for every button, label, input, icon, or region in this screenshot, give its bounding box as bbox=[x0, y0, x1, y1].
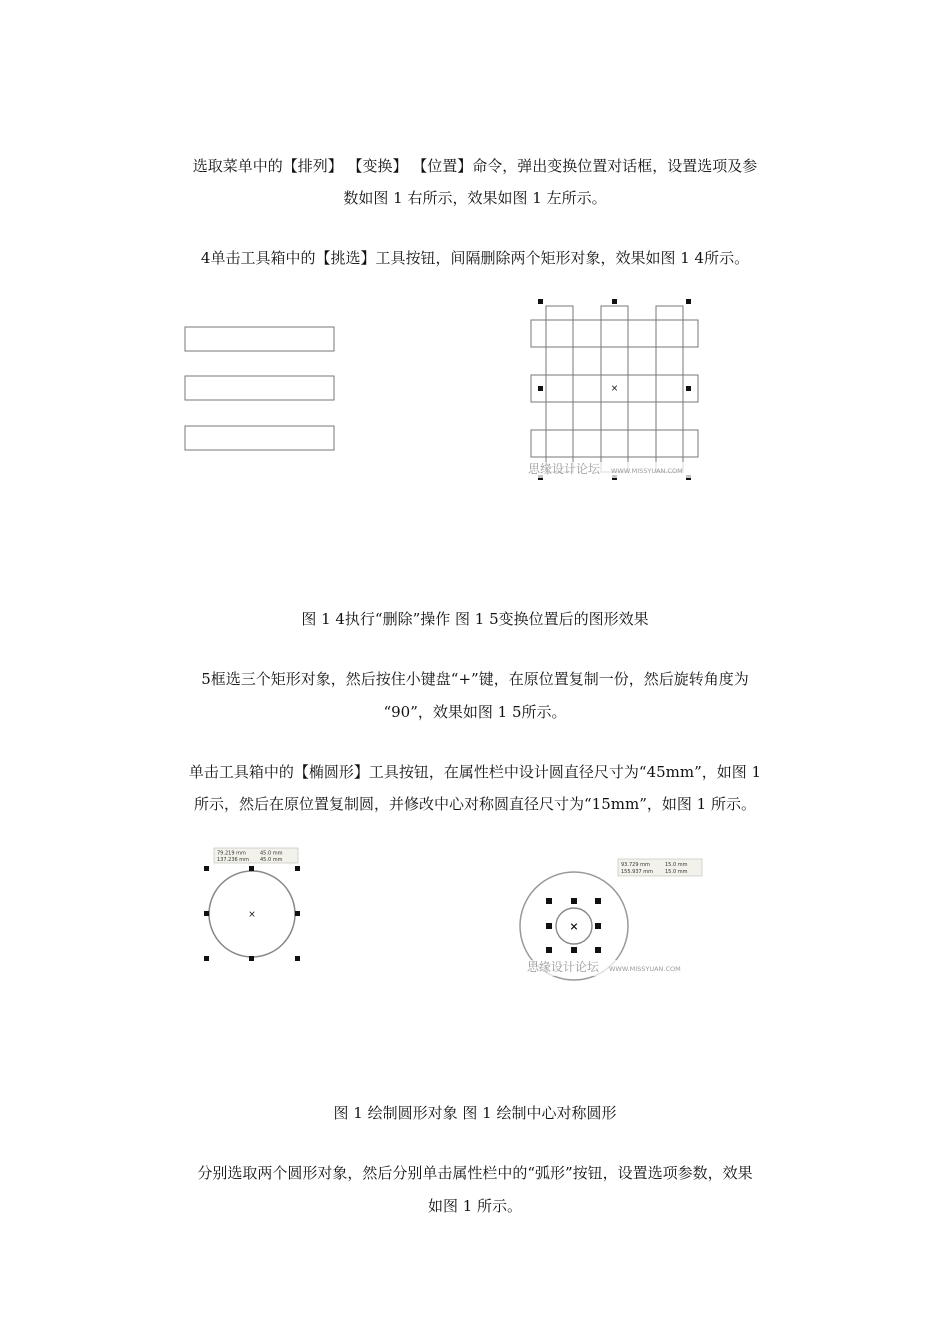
figure-concentric-circles bbox=[515, 846, 710, 984]
figure-deleted-rectangles bbox=[170, 290, 370, 486]
vertical-rect-1 bbox=[546, 306, 573, 472]
prop-y: 155.937 mm bbox=[621, 869, 654, 875]
figure-circle-45mm bbox=[200, 846, 310, 966]
rectangle-bottom bbox=[185, 426, 334, 450]
watermark-url: WWW.MISSYUAN.COM bbox=[611, 467, 683, 475]
paragraph-4-line-2: 所示，然后在原位置复制圆，并修改中心对称圆直径尺寸为“15mm”，如图 1 所示。 bbox=[194, 795, 756, 813]
vertical-rect-3 bbox=[656, 306, 683, 472]
center-mark-icon: × bbox=[248, 910, 256, 920]
center-mark-icon: × bbox=[569, 920, 579, 933]
prop-w: 15.0 mm bbox=[665, 862, 688, 868]
paragraph-2: 4单击工具箱中的【挑选】工具按钮，间隔删除两个矩形对象，效果如图 1 4所示。 bbox=[200, 249, 750, 267]
caption-1: 图 1 4执行“删除”操作 图 1 5变换位置后的图形效果 bbox=[301, 610, 649, 628]
paragraph-1-line-2: 数如图 1 右所示，效果如图 1 左所示。 bbox=[343, 189, 607, 207]
horizontal-rect-1 bbox=[531, 320, 698, 347]
caption-2: 图 1 绘制圆形对象 图 1 绘制中心对称圆形 bbox=[333, 1104, 617, 1122]
rectangle-top bbox=[185, 327, 334, 351]
prop-h: 15.0 mm bbox=[665, 869, 688, 875]
prop-x: 79.219 mm bbox=[217, 850, 246, 857]
watermark-text: 思缘设计论坛 bbox=[527, 960, 600, 974]
horizontal-rect-3 bbox=[531, 430, 698, 457]
paragraph-5-line-1: 分别选取两个圆形对象，然后分别单击属性栏中的“弧形”按钮，设置选项参数，效果 bbox=[197, 1164, 753, 1182]
rectangle-middle bbox=[185, 376, 334, 400]
watermark-url: WWW.MISSYUAN.COM bbox=[609, 965, 681, 973]
paragraph-4-line-1: 单击工具箱中的【椭圆形】工具按钮，在属性栏中设计圆直径尺寸为“45mm”，如图 1 bbox=[188, 763, 762, 781]
prop-h: 45.0 mm bbox=[260, 857, 283, 863]
figure-transformed-grid bbox=[520, 290, 710, 486]
paragraph-3-line-2: “90”，效果如图 1 5所示。 bbox=[383, 703, 567, 721]
prop-y: 137.236 mm bbox=[217, 857, 250, 863]
prop-x: 93.729 mm bbox=[621, 862, 650, 868]
paragraph-1-line-1: 选取菜单中的【排列】 【变换】 【位置】命令，弹出变换位置对话框，设置选项及参 bbox=[192, 157, 758, 175]
watermark-text: 思缘设计论坛 bbox=[528, 462, 601, 476]
paragraph-3-line-1: 5框选三个矩形对象，然后按住小键盘“+”键，在原位置复制一份，然后旋转角度为 bbox=[201, 670, 749, 688]
prop-w: 45.0 mm bbox=[260, 850, 283, 857]
center-mark-icon: × bbox=[610, 384, 619, 394]
paragraph-5-line-2: 如图 1 所示。 bbox=[427, 1197, 523, 1215]
